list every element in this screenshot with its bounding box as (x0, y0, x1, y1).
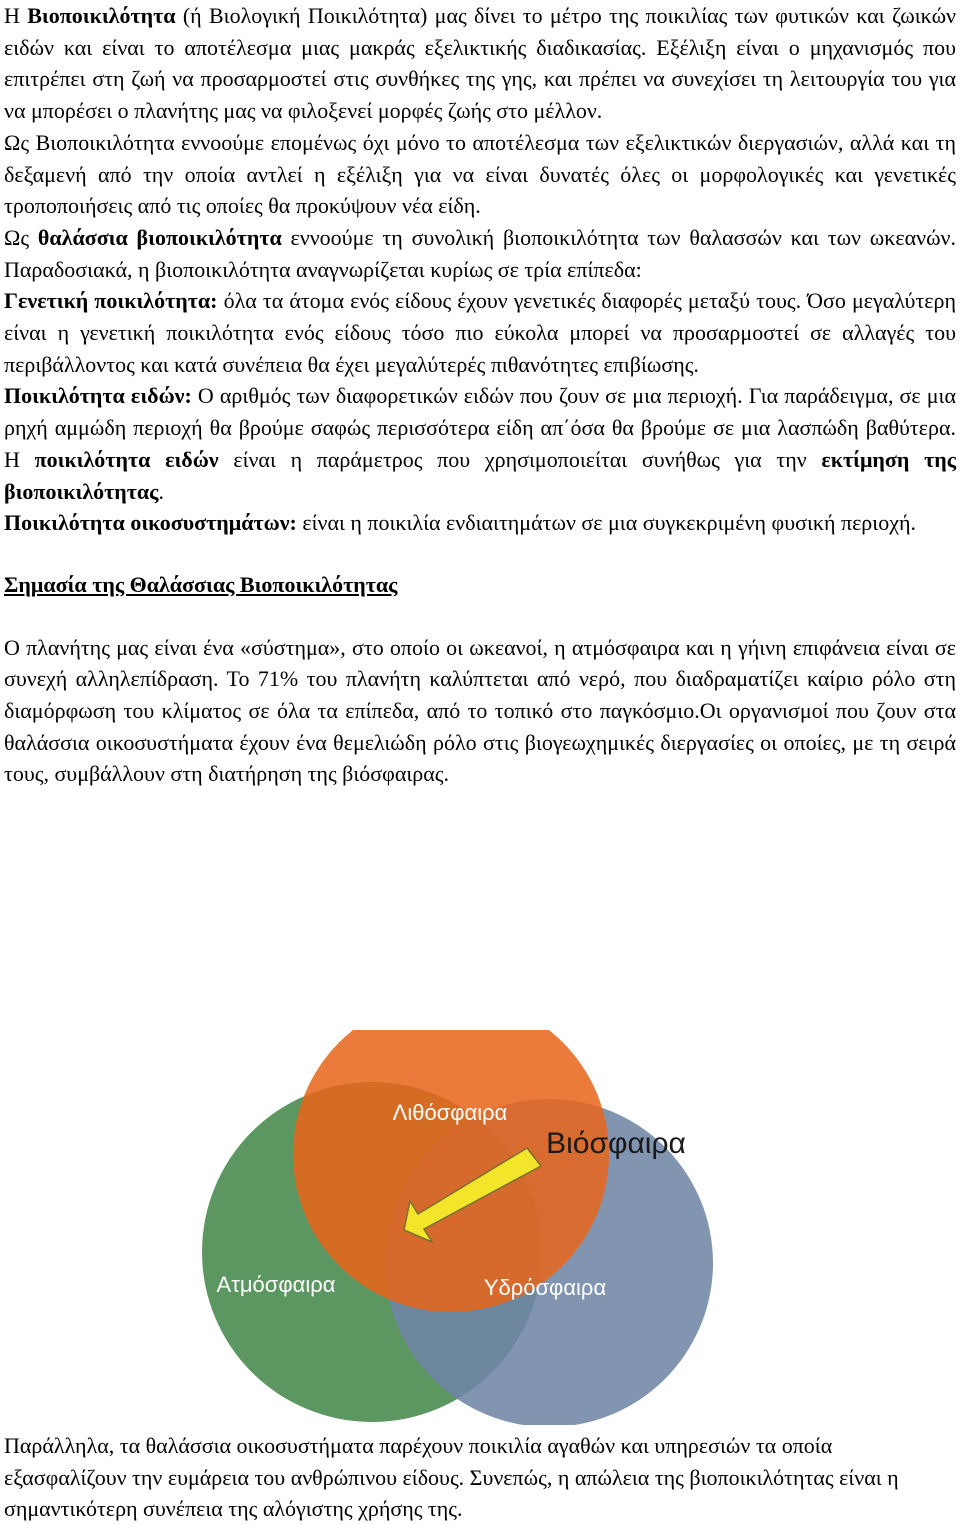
text-run: όλα τα άτομα ενός είδους έχουν γενετικές διαφορές μεταξύ τους. Όσο μεγαλύτερη είναι η γενετική ποικιλότητα ενός είδους τόσο πιο εύκολα μπορεί να προσαρμοστεί σε αλλαγές του περιβάλλοντος και κατά συνέπεια θα έχει μεγαλύτερές πιθανότητες επιβίωσης. (4, 288, 957, 377)
text-run: (ή Βιολογική Ποικιλότητα) μας δίνει το μέτρο της ποικιλίας των φυτικών και ζωικών ειδών και είναι το αποτέλεσμα μιας μακράς εξελικτικής διαδικασίας. Εξέλιξη είναι ο μηχανισμός που επιτρέπει στη ζωή να προσαρμοστεί στις συνθήκες της γης, και πρέπει να συνεχίσει τη λειτουργία του για να μπορέσει ο πλανήτης μας να φιλοξενεί μορφές ζωής στο μέλλον. (4, 3, 957, 124)
paragraph-ecosystems (4, 507, 956, 539)
venn-diagram-figure (0, 1030, 960, 1425)
text-run: είναι η παράμετρος που χρησιμοποιείται συνήθως για την (218, 446, 822, 472)
hydrosphere-label: Υδρόσφαιρα (483, 1275, 607, 1300)
atmosphere-label: Ατμόσφαιρα (216, 1272, 336, 1297)
text-run: Ο αριθμός των διαφορετικών ειδών που ζουν σε μια περιοχή. Για παράδειγμα, σε μια ρηχή αμμώδη περιοχή θα βρούμε σαφώς περισσότερα είδη απ΄όσα θα βρούμε σε μια λασπώδη βαθύτερα. Η (4, 383, 956, 472)
bold-term-genetic: Γενετική ποικιλότητα: (4, 288, 218, 314)
bold-term-estimation: εκτίμηση της βιοποικιλότητας (4, 446, 956, 504)
paragraph-species (4, 380, 956, 507)
document-body (4, 0, 956, 790)
text-run: . (158, 478, 164, 504)
bold-term-ecosystems: Ποικιλότητα οικοσυστημάτων: (4, 510, 297, 536)
text-run: εννοούμε τη συνολική βιοποικιλότητα των θαλασσών και των ωκεανών. Παραδοσιακά, η βιοποικιλότητα αναγνωρίζεται κυρίως σε τρία επίπεδα: (4, 224, 957, 282)
paragraph-definition: Ως Βιοποικιλότητα εννοούμε επομένως όχι μόνο το αποτέλεσμα των εξελικτικών διεργασιών, αλλά και τη δεξαμενή από την οποία αντλεί η εξέλιξη για να είναι δυνατές όλες οι μορφολογικές και γενετικές τροποποιήσεις από τις οποίες θα προκύψουν νέα είδη. (4, 129, 956, 219)
paragraph-genetic (4, 285, 956, 380)
bold-term-marine-biodiversity: θαλάσσια βιοποικιλότητα (37, 224, 282, 250)
biosphere-pointer-label: Βιόσφαιρα (546, 1127, 686, 1160)
text-run: είναι η ποικιλία ενδιαιτημάτων σε μια συγκεκριμένη φυσική περιοχή. (296, 510, 916, 536)
bold-term-species-2: ποικιλότητα ειδών (34, 446, 219, 472)
lithosphere-label: Λιθόσφαιρα (392, 1100, 508, 1125)
paragraph-closing: Παράλληλα, τα θαλάσσια οικοσυστήματα παρέχουν ποικιλία αγαθών και υπηρεσιών τα οποία εξασφαλίζουν την ευμάρεια του ανθρώπινου είδους. Συνεπώς, η απώλεια της βιοποικιλότητας είναι η σημαντικότερη συνέπεια της αλόγιστης χρήσης της. (4, 1433, 899, 1522)
spacer (4, 539, 956, 569)
bold-term-biodiversity: Βιοποικιλότητα (27, 3, 176, 28)
venn-diagram (0, 1030, 960, 1425)
bold-term-species: Ποικιλότητα ειδών: (4, 383, 192, 409)
paragraph-intro (4, 0, 956, 127)
text-run: Ως (4, 224, 38, 250)
paragraph-importance: Ο πλανήτης μας είναι ένα «σύστημα», στο οποίο οι ωκεανοί, η ατμόσφαιρα και η γήινη επιφάνεια είναι σε συνεχή αλληλεπίδραση. Το 71% του πλανήτη καλύπτεται από νερό, που διαδραματίζει καίριο ρόλο στη διαμόρφωση του κλίματος σε όλα τα επίπεδα, από το τοπικό στο παγκόσμιο.Οι οργανισμοί που ζουν στα θαλάσσια οικοσυστήματα έχουν ένα θεμελιώδη ρόλο στις βιογεωχημικές διεργασίες οι οποίες, με τη σειρά τους, συμβάλλουν στη διατήρηση της βιόσφαιρας. (4, 634, 956, 787)
paragraph-marine (4, 222, 956, 285)
section-heading: Σημασία της Θαλάσσιας Βιοποικιλότητας (4, 571, 398, 597)
spacer (4, 601, 956, 632)
text-run: Η (4, 3, 28, 28)
closing-section (4, 1430, 956, 1525)
